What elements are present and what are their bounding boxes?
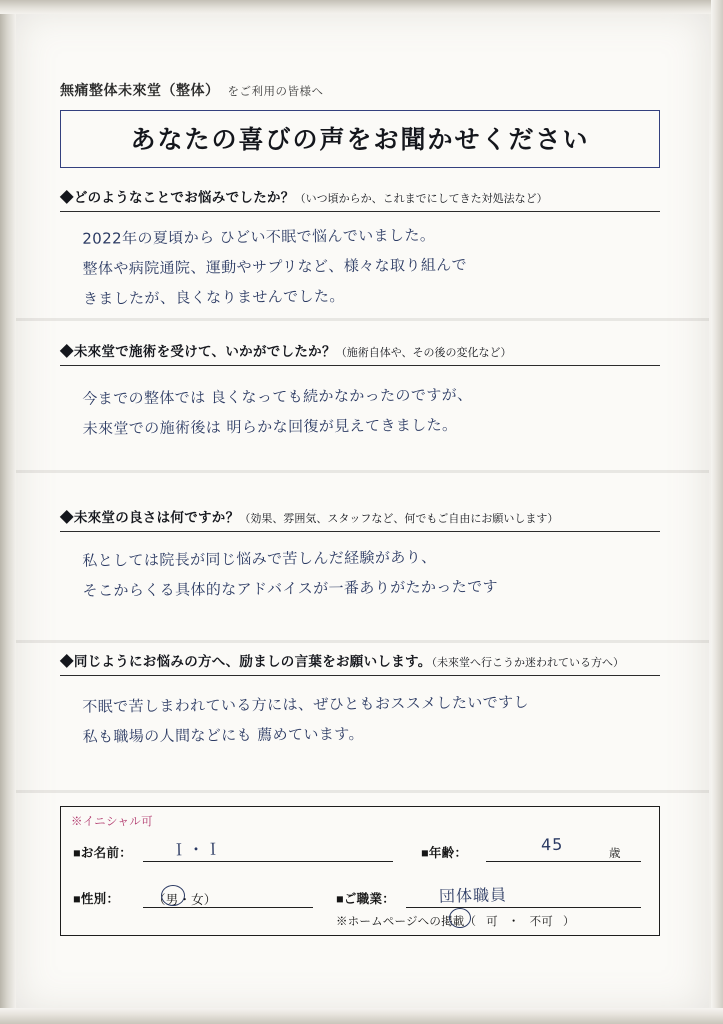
question-note: （未來堂へ行こうか迷われている方へ） bbox=[431, 656, 625, 669]
publish-yes-option: 可 bbox=[486, 916, 498, 928]
handwritten-answer-4: 不眠で苦しまわれている方には、ぜひともおススメしたいですし 私も職場の人間などにも 薦めています。 bbox=[82, 692, 530, 746]
scan-edge-left bbox=[0, 0, 16, 1024]
form-title-box bbox=[60, 110, 660, 168]
name-value: Ｉ・Ｉ bbox=[170, 839, 223, 860]
age-value: 45 bbox=[540, 834, 564, 855]
page-title: あなたの喜びの声をお聞かせください bbox=[130, 126, 590, 154]
question-marker: ◆ bbox=[60, 653, 74, 669]
publish-separator: ・ bbox=[507, 916, 520, 928]
document-content bbox=[60, 80, 660, 792]
clinic-header bbox=[60, 80, 660, 100]
publish-close-paren: ） bbox=[562, 916, 575, 928]
question-marker: ◆ bbox=[60, 190, 74, 205]
question-block-1 bbox=[60, 188, 660, 332]
gender-options: （男・女） bbox=[153, 893, 217, 907]
question-block-3 bbox=[60, 508, 660, 642]
question-note: （効果、雰囲気、スタッフなど、何でもご自由にお願いします） bbox=[239, 512, 559, 525]
clinic-name: 無痛整体未來堂（整体） bbox=[60, 82, 220, 98]
age-label: ■年齢： bbox=[421, 846, 468, 860]
clinic-header-suffix: をご利用の皆様へ bbox=[227, 86, 324, 98]
question-block-4 bbox=[60, 652, 660, 782]
gender-selected-circle bbox=[161, 885, 185, 906]
question-label: どのようなことでお悩みでしたか？ bbox=[73, 190, 295, 205]
scan-edge-right bbox=[711, 0, 723, 1024]
initial-allowed-note: ※イニシャル可 bbox=[71, 816, 153, 828]
question-marker: ◆ bbox=[60, 343, 74, 359]
job-field-rule bbox=[406, 907, 641, 908]
question-note: （いつ頃からか、これまでにしてきた対処法など） bbox=[294, 193, 548, 205]
gender-label: ■性別： bbox=[73, 892, 120, 906]
question-label: 未來堂で施術を受けて、いかがでしたか？ bbox=[73, 343, 336, 359]
question-marker: ◆ bbox=[60, 509, 74, 525]
job-label: ■ご職業： bbox=[336, 892, 396, 906]
job-value: 団体職員 bbox=[438, 885, 508, 906]
handwritten-answer-3: 私としては院長が同じ悩みで苦しんだ経験があり、 そこからくる具体的なアドバイスが一番ありがたかったです bbox=[82, 547, 499, 600]
question-label: 未來堂の良さは何ですか？ bbox=[73, 509, 240, 525]
scan-edge-bottom bbox=[0, 1008, 723, 1024]
publish-selected-circle bbox=[449, 908, 471, 928]
handwritten-answer-2: 今までの整体では 良くなっても続かなかったのですが、 未來堂での施術後は 明らかな回復が見えてきました。 bbox=[82, 385, 473, 438]
age-field-rule bbox=[486, 861, 641, 862]
question-note: （施術自体や、その後の変化など） bbox=[335, 346, 512, 359]
scan-edge-top bbox=[0, 0, 723, 14]
name-label: ■お名前： bbox=[73, 846, 133, 860]
publish-no-option: 不可 bbox=[529, 916, 553, 928]
respondent-info-box bbox=[60, 806, 660, 936]
name-field-rule bbox=[143, 861, 393, 862]
handwritten-answer-1: 2022年の夏頃から ひどい不眠で悩んでいました。 整体や病院通院、運動やサプリなど、様々な取り組んで きましたが、良くなりませんでした。 bbox=[82, 226, 468, 308]
question-block-2 bbox=[60, 342, 660, 498]
publish-label-text: ※ホームページへの掲載（ bbox=[336, 916, 477, 928]
question-label: 同じようにお悩みの方へ、励ましの言葉をお願いします。 bbox=[73, 653, 432, 669]
age-unit: 歳 bbox=[609, 848, 621, 860]
